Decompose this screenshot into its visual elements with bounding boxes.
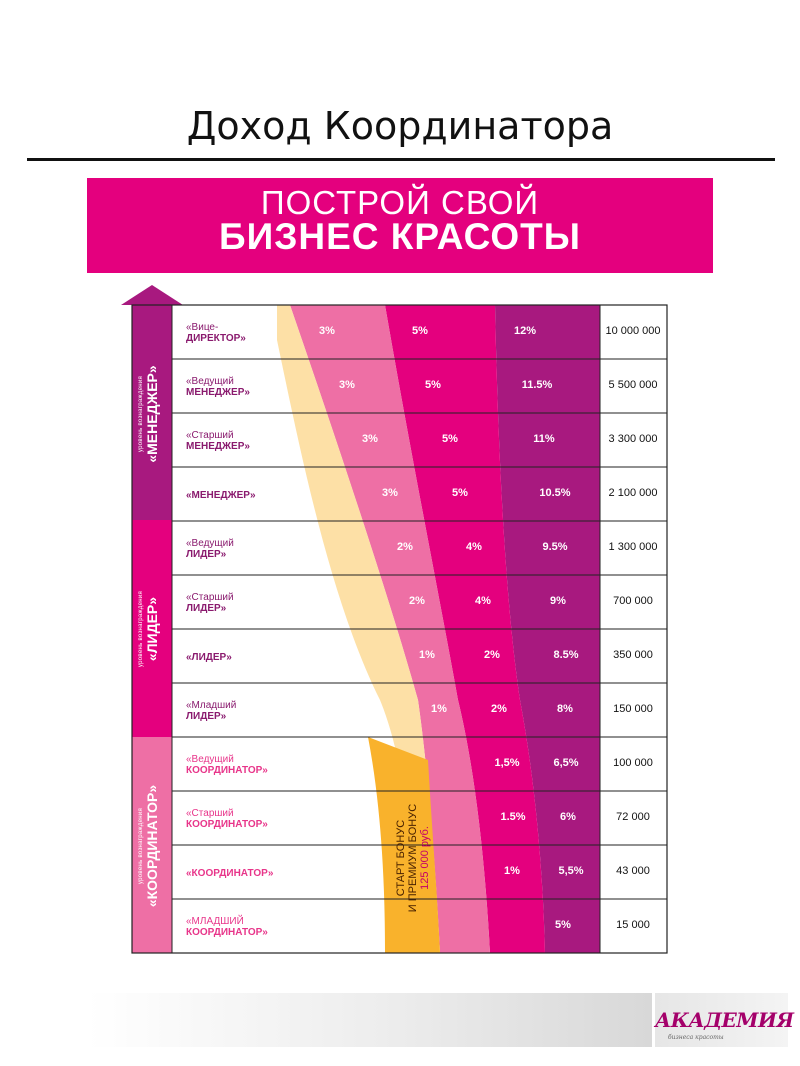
percent-p3: 9.5% <box>542 541 568 553</box>
percent-p2: 2% <box>484 649 500 661</box>
level-title-coordinator <box>138 766 166 926</box>
rank-label-line-2: МЕНЕДЖЕР» <box>186 387 250 398</box>
banner-line-1: ПОСТРОЙ СВОЙ <box>260 184 540 221</box>
percent-p2: 5% <box>452 487 468 499</box>
amount-value: 150 000 <box>613 703 653 715</box>
bonus-line-1: СТАРТ БОНУС <box>395 819 407 897</box>
footer-band <box>88 993 652 1047</box>
rank-label <box>186 808 268 830</box>
rank-label <box>186 376 250 398</box>
level-name: «ЛИДЕР» <box>144 596 160 662</box>
percent-p1: 3% <box>362 433 378 445</box>
percent-p3: 8.5% <box>553 649 579 661</box>
level-caption: уровень вознаграждения <box>138 375 144 453</box>
percent-p1: 3% <box>339 379 355 391</box>
rank-label-line-2: КООРДИНАТОР» <box>186 765 268 776</box>
rank-label-line-2: ЛИДЕР» <box>186 603 227 614</box>
rank-label <box>186 538 234 560</box>
level-name: «КООРДИНАТОР» <box>144 784 160 908</box>
academy-logo-subtitle: бизнеса красоты <box>668 1034 724 1041</box>
percent-p2: 1% <box>504 865 520 877</box>
rank-label-line-1: «Старший <box>186 808 234 819</box>
amount-value: 100 000 <box>613 757 653 769</box>
rank-label-line-1: «Младший <box>186 700 237 711</box>
percent-p3: 11% <box>533 433 555 445</box>
amount-value: 72 000 <box>616 811 650 823</box>
percent-p1: 1% <box>431 703 447 715</box>
rank-label-line-1: «Ведущий <box>186 754 234 765</box>
level-caption: уровень вознаграждения <box>138 590 144 668</box>
percent-p1: 2% <box>397 541 413 553</box>
amount-value: 5 500 000 <box>608 379 658 391</box>
percent-p3: 6% <box>560 811 576 823</box>
percent-p3: 8% <box>557 703 573 715</box>
amount-value: 2 100 000 <box>608 487 658 499</box>
banner-line-2: БИЗНЕС КРАСОТЫ <box>219 216 581 257</box>
rank-label-line-2: «МЕНЕДЖЕР» <box>186 490 256 501</box>
rank-label-line-1: «Вице- <box>186 322 219 333</box>
rank-label <box>186 490 256 501</box>
percent-p2: 1.5% <box>500 811 526 823</box>
amount-value: 700 000 <box>613 595 653 607</box>
amount-value: 350 000 <box>613 649 653 661</box>
rank-label-line-2: ДИРЕКТОР» <box>186 333 246 344</box>
rank-label-line-1: «Старший <box>186 430 234 441</box>
amount-value: 15 000 <box>616 919 650 931</box>
rank-label <box>186 916 268 938</box>
percent-p2: 5% <box>412 325 428 337</box>
percent-p1: 1% <box>419 649 435 661</box>
percent-p2: 1,5% <box>494 757 520 769</box>
slide-title: Доход Координатора <box>186 104 614 148</box>
level-name: «МЕНЕДЖЕР» <box>144 365 160 463</box>
rank-label <box>186 430 250 452</box>
rank-label <box>186 592 234 614</box>
rank-label <box>186 322 246 344</box>
percent-p2: 5% <box>425 379 441 391</box>
percent-p3: 9% <box>550 595 566 607</box>
rank-label-line-2: ЛИДЕР» <box>186 549 227 560</box>
percent-p1: 2% <box>409 595 425 607</box>
percent-p1: 3% <box>319 325 335 337</box>
bonus-label <box>395 783 431 933</box>
level-caption: уровень вознаграждения <box>138 807 144 885</box>
rank-label <box>186 652 232 663</box>
percent-p3: 5% <box>555 919 571 931</box>
rank-label-line-2: МЕНЕДЖЕР» <box>186 441 250 452</box>
rank-label <box>186 700 236 722</box>
percent-p3: 11.5% <box>521 379 553 391</box>
rank-label-line-2: «ЛИДЕР» <box>186 652 232 663</box>
percent-p3: 10.5% <box>539 487 571 499</box>
amount-value: 10 000 000 <box>605 325 661 337</box>
percent-p2: 4% <box>475 595 491 607</box>
amount-value: 3 300 000 <box>608 433 658 445</box>
rank-label-line-1: «Старший <box>186 592 234 603</box>
rank-label-line-2: КООРДИНАТОР» <box>186 819 268 830</box>
academy-logo: АКАДЕМИЯ <box>655 1008 794 1032</box>
rank-label-line-1: «МЛАДШИЙ <box>186 916 244 927</box>
rank-label-line-1: «Ведущий <box>186 538 234 549</box>
rank-label-line-2: «КООРДИНАТОР» <box>186 868 274 879</box>
percent-p2: 2% <box>491 703 507 715</box>
level-title-manager <box>138 349 166 479</box>
percent-p2: 4% <box>466 541 482 553</box>
bonus-amount: 125 000 руб. <box>419 826 431 890</box>
rank-label <box>186 754 268 776</box>
amount-value: 1 300 000 <box>608 541 658 553</box>
rank-label-line-2: КООРДИНАТОР» <box>186 927 268 938</box>
bonus-line-2: И ПРЕМИУМ БОНУС <box>407 803 419 913</box>
rank-label-line-1: «Ведущий <box>186 376 234 387</box>
rank-label <box>186 868 273 879</box>
amount-value: 43 000 <box>616 865 650 877</box>
percent-p2: 5% <box>442 433 458 445</box>
percent-p3: 6,5% <box>553 757 579 769</box>
level-title-leader <box>138 564 166 694</box>
rank-label-line-2: ЛИДЕР» <box>186 711 227 722</box>
percent-p1: 3% <box>382 487 398 499</box>
percent-p3: 12% <box>513 325 537 337</box>
percent-p3: 5,5% <box>558 865 584 877</box>
